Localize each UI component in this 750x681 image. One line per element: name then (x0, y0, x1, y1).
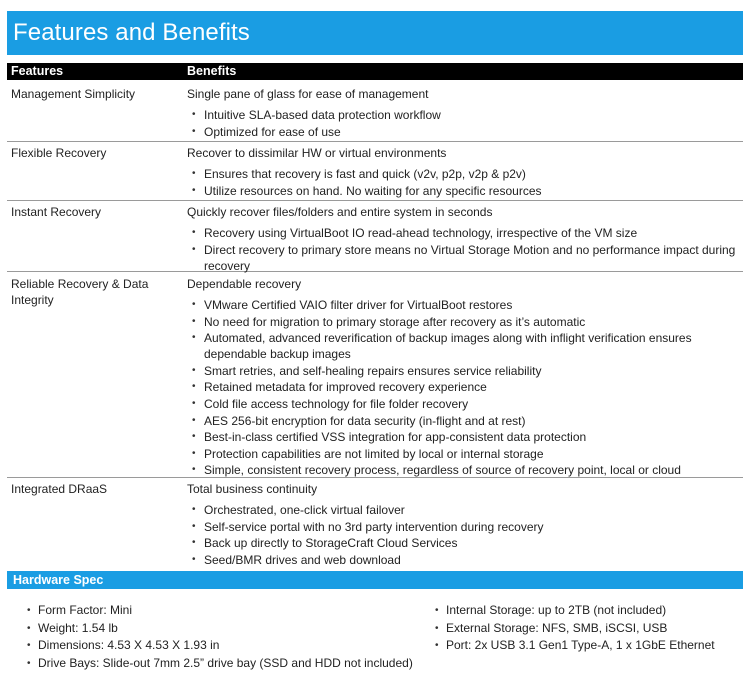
list-item: • Seed/BMR drives and web download (187, 552, 737, 568)
table-row-flexible-recovery (7, 145, 743, 201)
list-item: • Back up directly to StorageCraft Cloud Services (187, 535, 737, 551)
table-row-integrated-draas (7, 481, 743, 569)
list-item: • AES 256-bit encryption for data security (in-flight and at rest) (187, 413, 737, 429)
benefit-title: Quickly recover files/folders and entire system in seconds (187, 205, 493, 219)
feature-label: Instant Recovery (11, 205, 102, 219)
list-item: • Form Factor: Mini (24, 602, 424, 619)
benefit-list (187, 225, 737, 274)
benefits-column-header: Benefits (187, 64, 237, 78)
feature-label: Flexible Recovery (11, 146, 107, 160)
feature-label: Management Simplicity (11, 87, 136, 101)
feature-label: Integrated DRaaS (11, 482, 108, 496)
table-row-instant-recovery (7, 204, 743, 272)
list-item: • Simple, consistent recovery process, regardless of source of recovery point, local or cloud (187, 462, 737, 478)
table-row-management-simplicity (7, 86, 743, 142)
list-item: • Retained metadata for improved recovery experience (187, 379, 737, 395)
list-item: • Internal Storage: up to 2TB (not included) (432, 602, 742, 619)
features-column-header: Features (11, 64, 64, 78)
list-item: • Automated, advanced reverification of backup images along with inflight verification ensures dependable backup images (187, 330, 737, 362)
benefit-cell (187, 276, 737, 479)
hardware-spec-left (24, 602, 424, 672)
benefit-cell (187, 204, 737, 274)
title-bar (7, 11, 743, 55)
feature-label: Reliable Recovery & Data Integrity (11, 277, 149, 307)
list-item: • Cold file access technology for file folder recovery (187, 396, 737, 412)
list-item: • Port: 2x USB 3.1 Gen1 Type-A, 1 x 1GbE Ethernet (432, 637, 742, 654)
list-item: • Protection capabilities are not limited by local or internal storage (187, 446, 737, 462)
table-header (7, 63, 743, 80)
list-item: • External Storage: NFS, SMB, iSCSI, USB (432, 620, 742, 637)
table-row-reliable-recovery (7, 276, 743, 478)
list-item: • Direct recovery to primary store means no Virtual Storage Motion and no performance impact during recovery (187, 242, 737, 274)
benefit-cell (187, 145, 737, 199)
hardware-list (432, 602, 742, 654)
page-title: Features and Benefits (13, 19, 250, 46)
list-item: • Utilize resources on hand. No waiting for any specific resources (187, 183, 737, 199)
list-item: • Dimensions: 4.53 X 4.53 X 1.93 in (24, 637, 424, 654)
hardware-spec-bar (7, 571, 743, 589)
benefit-title: Dependable recovery (187, 277, 302, 291)
benefit-cell (187, 86, 737, 140)
benefit-list (187, 166, 737, 199)
list-item: • Intuitive SLA-based data protection workflow (187, 107, 737, 123)
list-item: • Smart retries, and self-healing repairs ensures service reliability (187, 363, 737, 379)
list-item: • No need for migration to primary storage after recovery as it’s automatic (187, 314, 737, 330)
benefit-list (187, 297, 737, 478)
list-item: • Orchestrated, one-click virtual failover (187, 502, 737, 518)
benefit-list (187, 107, 737, 140)
benefit-list (187, 502, 737, 568)
list-item: • Ensures that recovery is fast and quick (v2v, p2p, v2p & p2v) (187, 166, 737, 182)
benefit-title: Total business continuity (187, 482, 318, 496)
benefit-title: Single pane of glass for ease of management (187, 87, 429, 101)
hardware-list (24, 602, 424, 672)
hardware-spec-right (432, 602, 742, 655)
list-item: • VMware Certified VAIO filter driver for VirtualBoot restores (187, 297, 737, 313)
list-item: • Recovery using VirtualBoot IO read-ahead technology, irrespective of the VM size (187, 225, 737, 241)
list-item: • Optimized for ease of use (187, 124, 737, 140)
list-item: • Self-service portal with no 3rd party intervention during recovery (187, 519, 737, 535)
hardware-spec-title: Hardware Spec (13, 573, 104, 587)
benefit-title: Recover to dissimilar HW or virtual environments (187, 146, 447, 160)
list-item: • Best-in-class certified VSS integration for app-consistent data protection (187, 429, 737, 445)
benefit-cell (187, 481, 737, 568)
list-item: • Drive Bays: Slide-out 7mm 2.5” drive bay (SSD and HDD not included) (24, 655, 424, 672)
list-item: • Weight: 1.54 lb (24, 620, 424, 637)
